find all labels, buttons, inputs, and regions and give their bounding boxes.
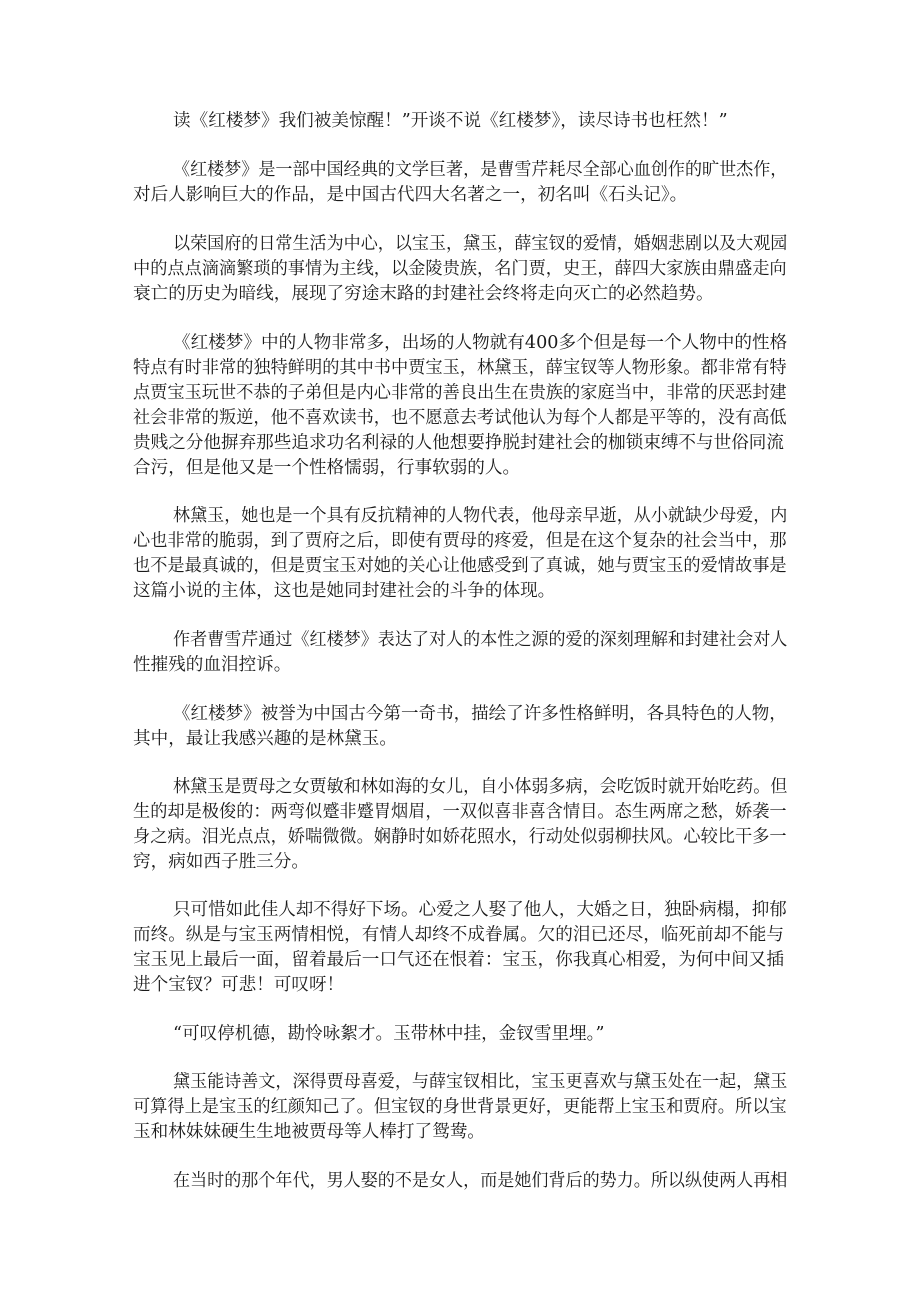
text-line: 社会非常的叛逆，他不喜欢读书，也不愿意去考试他认为每个人都是平等的，没有高低 xyxy=(133,408,787,428)
text-line: 在当时的那个年代，男人娶的不是女人，而是她们背后的势力。所以纵使两人再相 xyxy=(173,1171,788,1191)
text-line: 心也非常的脆弱，到了贾府之后，即使有贾母的疼爱，但是在这个复杂的社会当中，那 xyxy=(133,531,787,551)
text-line: 对后人影响巨大的作品，是中国古代四大名著之一，初名叫《石头记》。 xyxy=(133,185,688,205)
text-line: 以荣国府的日常生活为中心，以宝玉，黛玉，薛宝钗的爱情，婚姻悲剧以及大观园 xyxy=(173,234,788,254)
text-line: 贵贱之分他摒弃那些追求功名利禄的人他想要挣脱封建社会的枷锁束缚不与世俗同流 xyxy=(133,433,784,453)
text-line: 《红楼梦》被誉为中国古今第一奇书，描绘了许多性格鲜明，各具特色的人物， xyxy=(173,704,787,724)
text-line: “可叹停机德，勘怜咏絮才。玉带林中挂，金钗雪里埋。” xyxy=(173,1024,605,1044)
text-line: 特点有时非常的独特鲜明的其中书中贾宝玉，林黛玉，薛宝钗等人物形象。都非常有特 xyxy=(133,358,787,378)
text-line: 性摧残的血泪控诉。 xyxy=(133,655,292,675)
text-line: 进个宝钗？可悲！可叹呀！ xyxy=(133,975,345,995)
text-line: 其中，最让我感兴趣的是林黛玉。 xyxy=(133,729,397,749)
text-line: 生的却是极俊的：两弯似蹙非蹙胃烟眉，一双似喜非喜含情目。态生两席之愁，娇袭一 xyxy=(133,802,787,822)
text-line: 只可惜如此佳人却不得好下场。心爱之人娶了他人，大婚之日，独卧病榻，抑郁 xyxy=(173,900,787,920)
text-line: 窍，病如西子胜三分。 xyxy=(133,852,309,872)
text-line: 合污，但是他又是一个性格懦弱，行事软弱的人。 xyxy=(133,458,521,478)
text-line: 林黛玉是贾母之女贾敏和林如海的女儿，自小体弱多病，会吃饭时就开始吃药。但 xyxy=(173,777,788,797)
text-line: 这篇小说的主体，这也是她同封建社会的斗争的体现。 xyxy=(133,581,556,601)
text-line: 《红楼梦》中的人物非常多，出场的人物就有400多个但是每一个人物中的性格 xyxy=(173,333,788,353)
text-line: 点贾宝玉玩世不恭的子弟但是内心非常的善良出生在贵族的家庭当中，非常的厌恶封建 xyxy=(133,383,787,403)
text-line: 黛玉能诗善文，深得贾母喜爱，与薛宝钗相比，宝玉更喜欢与黛玉处在一起，黛玉 xyxy=(173,1072,788,1092)
text-line: 也不是最真诚的，但是贾宝玉对她的关心让他感受到了真诚，她与贾宝玉的爱情故事是 xyxy=(133,556,787,576)
text-line: 而终。纵是与宝玉两情相悦，有情人却终不成眷属。欠的泪已还尽，临死前却不能与 xyxy=(133,925,784,945)
text-line: 作者曹雪芹通过《红楼梦》表达了对人的本性之源的爱的深刻理解和封建社会对人 xyxy=(173,630,788,650)
text-line: 可算得上是宝玉的红颜知己了。但宝钗的身世背景更好，更能帮上宝玉和贾府。所以宝 xyxy=(133,1097,787,1117)
text-line: 宝玉见上最后一面，留着最后一口气还在恨着：宝玉，你我真心相爱，为何中间又插 xyxy=(133,950,784,970)
text-line: 中的点点滴滴繁琐的事情为主线，以金陵贵族，名门贾，史王，薛四大家族由鼎盛走向 xyxy=(133,259,787,279)
text-line: 衰亡的历史为暗线，展现了穷途末路的封建社会终将走向灭亡的必然趋势。 xyxy=(133,284,714,304)
text-line: 玉和林妹妹硬生生地被贾母等人棒打了鸳鸯。 xyxy=(133,1122,485,1142)
text-line: 《红楼梦》是一部中国经典的文学巨著，是曹雪芹耗尽全部心血创作的旷世杰作， xyxy=(173,160,788,180)
text-line: 读《红楼梦》我们被美惊醒！”开谈不说《红楼梦》，读尽诗书也枉然！” xyxy=(173,111,728,131)
text-line: 身之病。泪光点点，娇喘微微。娴静时如娇花照水，行动处似弱柳扶风。心较比干多一 xyxy=(133,827,787,847)
text-line: 林黛玉，她也是一个具有反抗精神的人物代表，他母亲早逝，从小就缺少母爱，内 xyxy=(173,506,788,526)
